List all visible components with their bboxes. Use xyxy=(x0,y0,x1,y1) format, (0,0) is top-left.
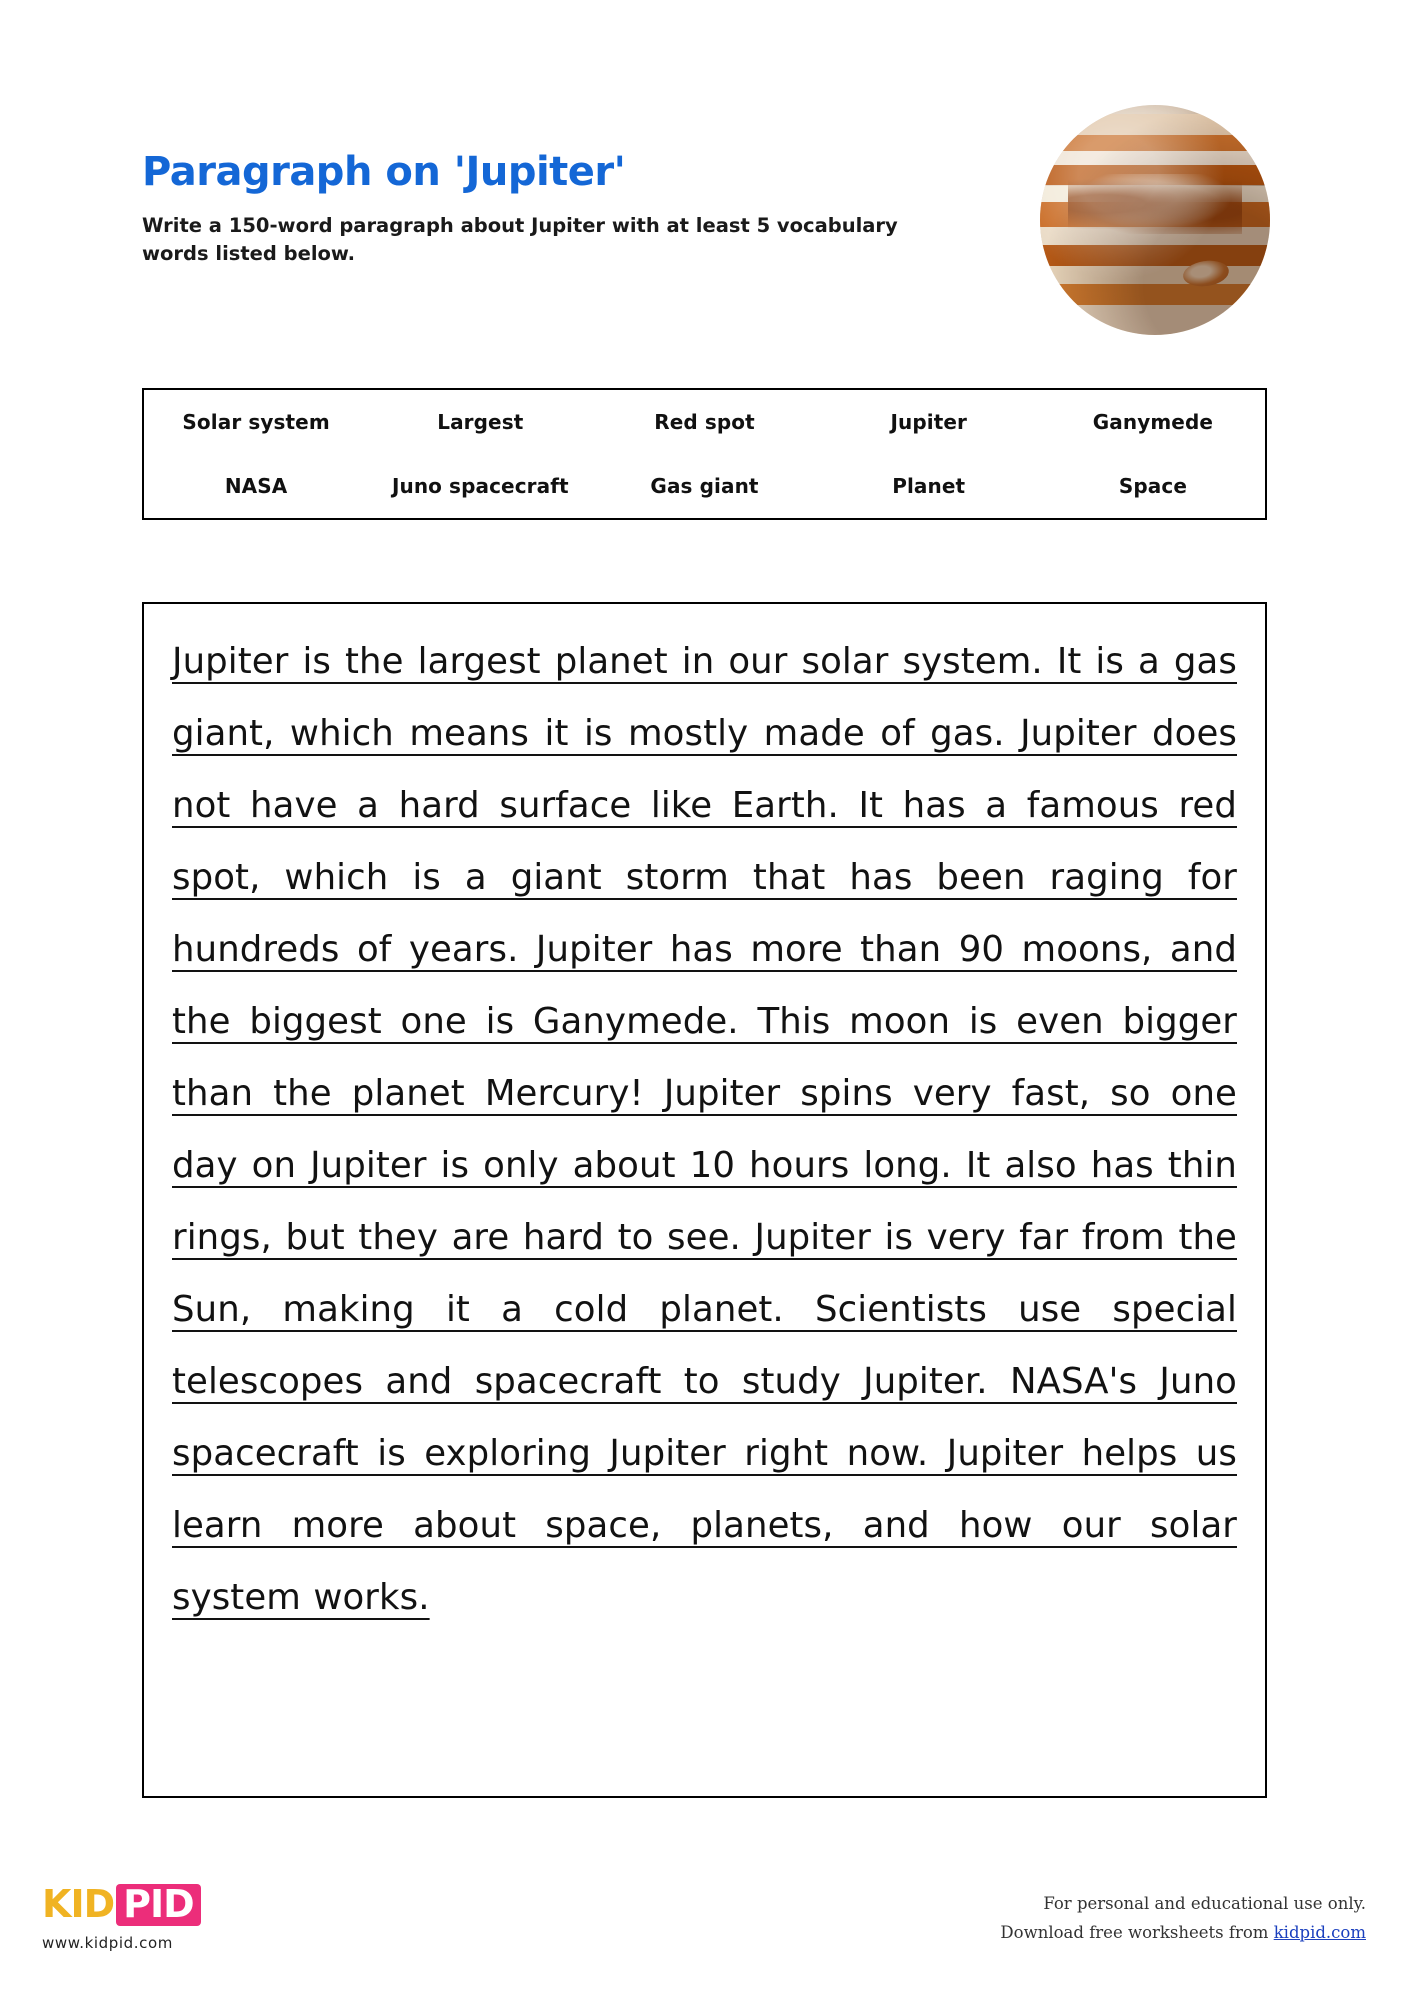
vocabulary-word: Largest xyxy=(437,410,524,434)
vocabulary-word: Jupiter xyxy=(890,410,967,434)
vocabulary-word: Red spot xyxy=(654,410,755,434)
planet-shading xyxy=(1040,105,1270,335)
vocabulary-word: Gas giant xyxy=(650,474,759,498)
worksheet-header xyxy=(142,150,1022,269)
usage-notice: For personal and educational use only. xyxy=(1043,1894,1366,1913)
answer-box[interactable] xyxy=(142,602,1267,1798)
vocabulary-word: Space xyxy=(1118,474,1187,498)
logo-kid-text: KID xyxy=(42,1882,115,1926)
vocabulary-word: Planet xyxy=(892,474,966,498)
vocabulary-word: Ganymede xyxy=(1092,410,1214,434)
planet-icon xyxy=(1040,105,1270,335)
instructions-text: Write a 150-word paragraph about Jupiter with at least 5 vocabulary words listed below. xyxy=(142,214,898,266)
download-notice-text: Download free worksheets from xyxy=(1000,1922,1274,1942)
footer-notice xyxy=(1000,1890,1366,1948)
logo-wordmark xyxy=(42,1884,242,1926)
kidpid-link[interactable]: kidpid.com xyxy=(1273,1922,1366,1942)
download-notice xyxy=(1000,1919,1366,1948)
logo-pid-text: PID xyxy=(116,1884,201,1926)
jupiter-illustration xyxy=(1040,105,1270,335)
page-title: Paragraph on 'Jupiter' xyxy=(142,149,626,195)
answer-paragraph: Jupiter is the largest planet in our solar system. It is a gas giant, which means it is mostly made of gas. Jupiter does not have a hard surface like Earth. It has a famous red spot, which is a giant storm that has been raging for hundreds of years. Jupiter has more than 90 moons, and the biggest one is Ganymede. This moon is even bigger than the planet Mercury! Jupiter spins very fast, so one day on Jupiter is only about 10 hours long. It also has thin rings, but they are hard to see. Jupiter is very far from the Sun, making it a cold planet. Scientists use special telescopes and spacecraft to study Jupiter. NASA's Juno spacecraft is exploring Jupiter right now. Jupiter helps us learn more about space, planets, and how our solar system works. xyxy=(172,641,1237,1618)
vocabulary-row xyxy=(144,390,1265,454)
vocabulary-box xyxy=(142,388,1267,520)
vocabulary-word: NASA xyxy=(224,474,288,498)
vocabulary-word: Juno spacecraft xyxy=(391,474,569,498)
vocabulary-word: Solar system xyxy=(182,410,330,434)
website-url: www.kidpid.com xyxy=(42,1934,173,1952)
vocabulary-row xyxy=(144,454,1265,518)
kidpid-logo xyxy=(42,1884,242,1952)
